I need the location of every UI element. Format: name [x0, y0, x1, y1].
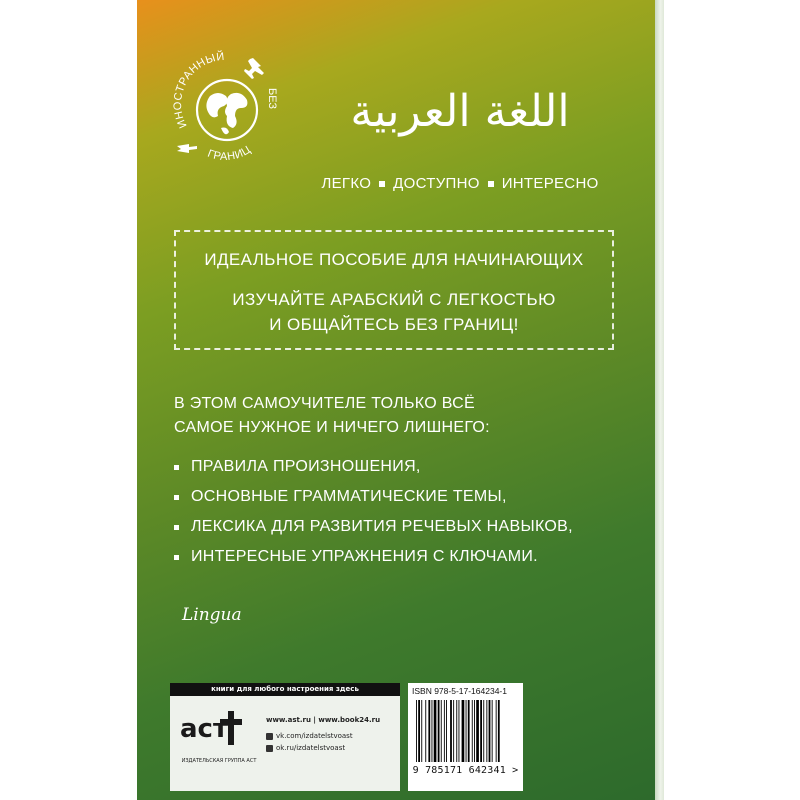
svg-text:ГРАНИЦ [206, 144, 253, 163]
list-item [174, 452, 634, 482]
publisher-slogan: книги для любого настроения здесь [170, 683, 400, 696]
promo-text-line: И ОБЩАЙТЕСЬ БЕЗ ГРАНИЦ! [269, 315, 519, 334]
list-item [174, 482, 634, 512]
badge-bottom-text: ГРАНИЦ [205, 143, 254, 164]
isbn: ISBN 978-5-17-164234-1 [412, 686, 507, 696]
barcode-bar [418, 700, 420, 762]
vk-link-row [266, 732, 353, 740]
barcode-bar [474, 700, 475, 762]
vk-icon [266, 733, 273, 740]
badge-right-text: БЕЗ [266, 88, 278, 109]
barcode-bar [459, 700, 460, 762]
airplane-icon [177, 144, 197, 153]
badge-top-text: ИНОСТРАННЫЙ [172, 50, 226, 130]
feature-text: ПРАВИЛА ПРОИЗНОШЕНИЯ, [191, 458, 421, 475]
cover-edge [655, 0, 664, 800]
globe-badge [165, 48, 290, 173]
airplane-icon [244, 58, 264, 79]
separator-dot [488, 181, 494, 187]
intro-line: В ЭТОМ САМОУЧИТЕЛЕ ТОЛЬКО ВСЁ [174, 395, 476, 412]
separator-dot [379, 181, 385, 187]
ast-logo [178, 703, 248, 751]
intro-line: САМОЕ НУЖНОЕ И НИЧЕГО ЛИШНЕГО: [174, 419, 490, 436]
barcode-bar [496, 700, 497, 762]
bullet-icon [174, 555, 179, 560]
promo-headline: ИДЕАЛЬНОЕ ПОСОБИЕ ДЛЯ НАЧИНАЮЩИХ [204, 250, 584, 269]
barcode-bar [472, 700, 473, 762]
barcode-bar [453, 700, 454, 762]
list-item [174, 542, 634, 572]
feature-text: ЛЕКСИКА ДЛЯ РАЗВИТИЯ РЕЧЕВЫХ НАВЫКОВ, [191, 518, 573, 535]
barcode-bar [462, 700, 465, 762]
barcode-bar [434, 700, 437, 762]
barcode-bar [456, 700, 457, 762]
barcode-bar [441, 700, 442, 762]
feature-list [174, 452, 634, 572]
barcode-bar [476, 700, 479, 762]
arabic-title: اللغة العربية [350, 86, 570, 137]
barcode-image [412, 700, 518, 762]
barcode-bar [492, 700, 493, 762]
vk-link: vk.com/izdatelstvoast [276, 732, 353, 740]
tagline-word: ИНТЕРЕСНО [501, 175, 599, 192]
ok-icon [266, 745, 273, 752]
tagline-word: ДОСТУПНО [393, 175, 480, 192]
tagline-word: ЛЕГКО [321, 175, 372, 192]
barcode-digits: 9 785171 642341 > [412, 765, 519, 776]
barcode-bar [450, 700, 452, 762]
barcode-bar [446, 700, 447, 762]
intro-text [174, 392, 614, 440]
feature-text: ИНТЕРЕСНЫЕ УПРАЖНЕНИЯ С КЛЮЧАМИ. [191, 548, 538, 565]
bullet-icon [174, 465, 179, 470]
publisher-group-name: ИЗДАТЕЛЬСКАЯ ГРУППА АСТ [181, 758, 257, 764]
barcode-bar [432, 700, 433, 762]
barcode-bar [480, 700, 482, 762]
feature-text: ОСНОВНЫЕ ГРАММАТИЧЕСКИЕ ТЕМЫ, [191, 488, 507, 505]
barcode-bar [489, 700, 491, 762]
barcode-bar [416, 700, 417, 762]
promo-text [174, 287, 614, 337]
tagline [300, 175, 620, 192]
barcode-bar [421, 700, 422, 762]
svg-text:БЕЗ [266, 88, 278, 109]
barcode-bar [466, 700, 467, 762]
bullet-icon [174, 525, 179, 530]
barcode-bar [468, 700, 470, 762]
promo-text-line: ИЗУЧАЙТЕ АРАБСКИЙ С ЛЕГКОСТЬЮ [232, 290, 556, 309]
ast-logo-text: аст [180, 714, 229, 744]
barcode-bar [486, 700, 487, 762]
barcode-bar [444, 700, 445, 762]
publisher-websites: www.ast.ru | www.book24.ru [266, 716, 381, 724]
list-item [174, 512, 634, 542]
barcode-bar [498, 700, 500, 762]
ok-link-row [266, 744, 345, 752]
barcode-bar [428, 700, 430, 762]
barcode-bar [438, 700, 440, 762]
lingua-imprint-logo: Lingua [182, 605, 242, 625]
bullet-icon [174, 495, 179, 500]
barcode-bar [483, 700, 484, 762]
barcode-bar [425, 700, 426, 762]
ok-link: ok.ru/izdatelstvoast [276, 744, 346, 752]
